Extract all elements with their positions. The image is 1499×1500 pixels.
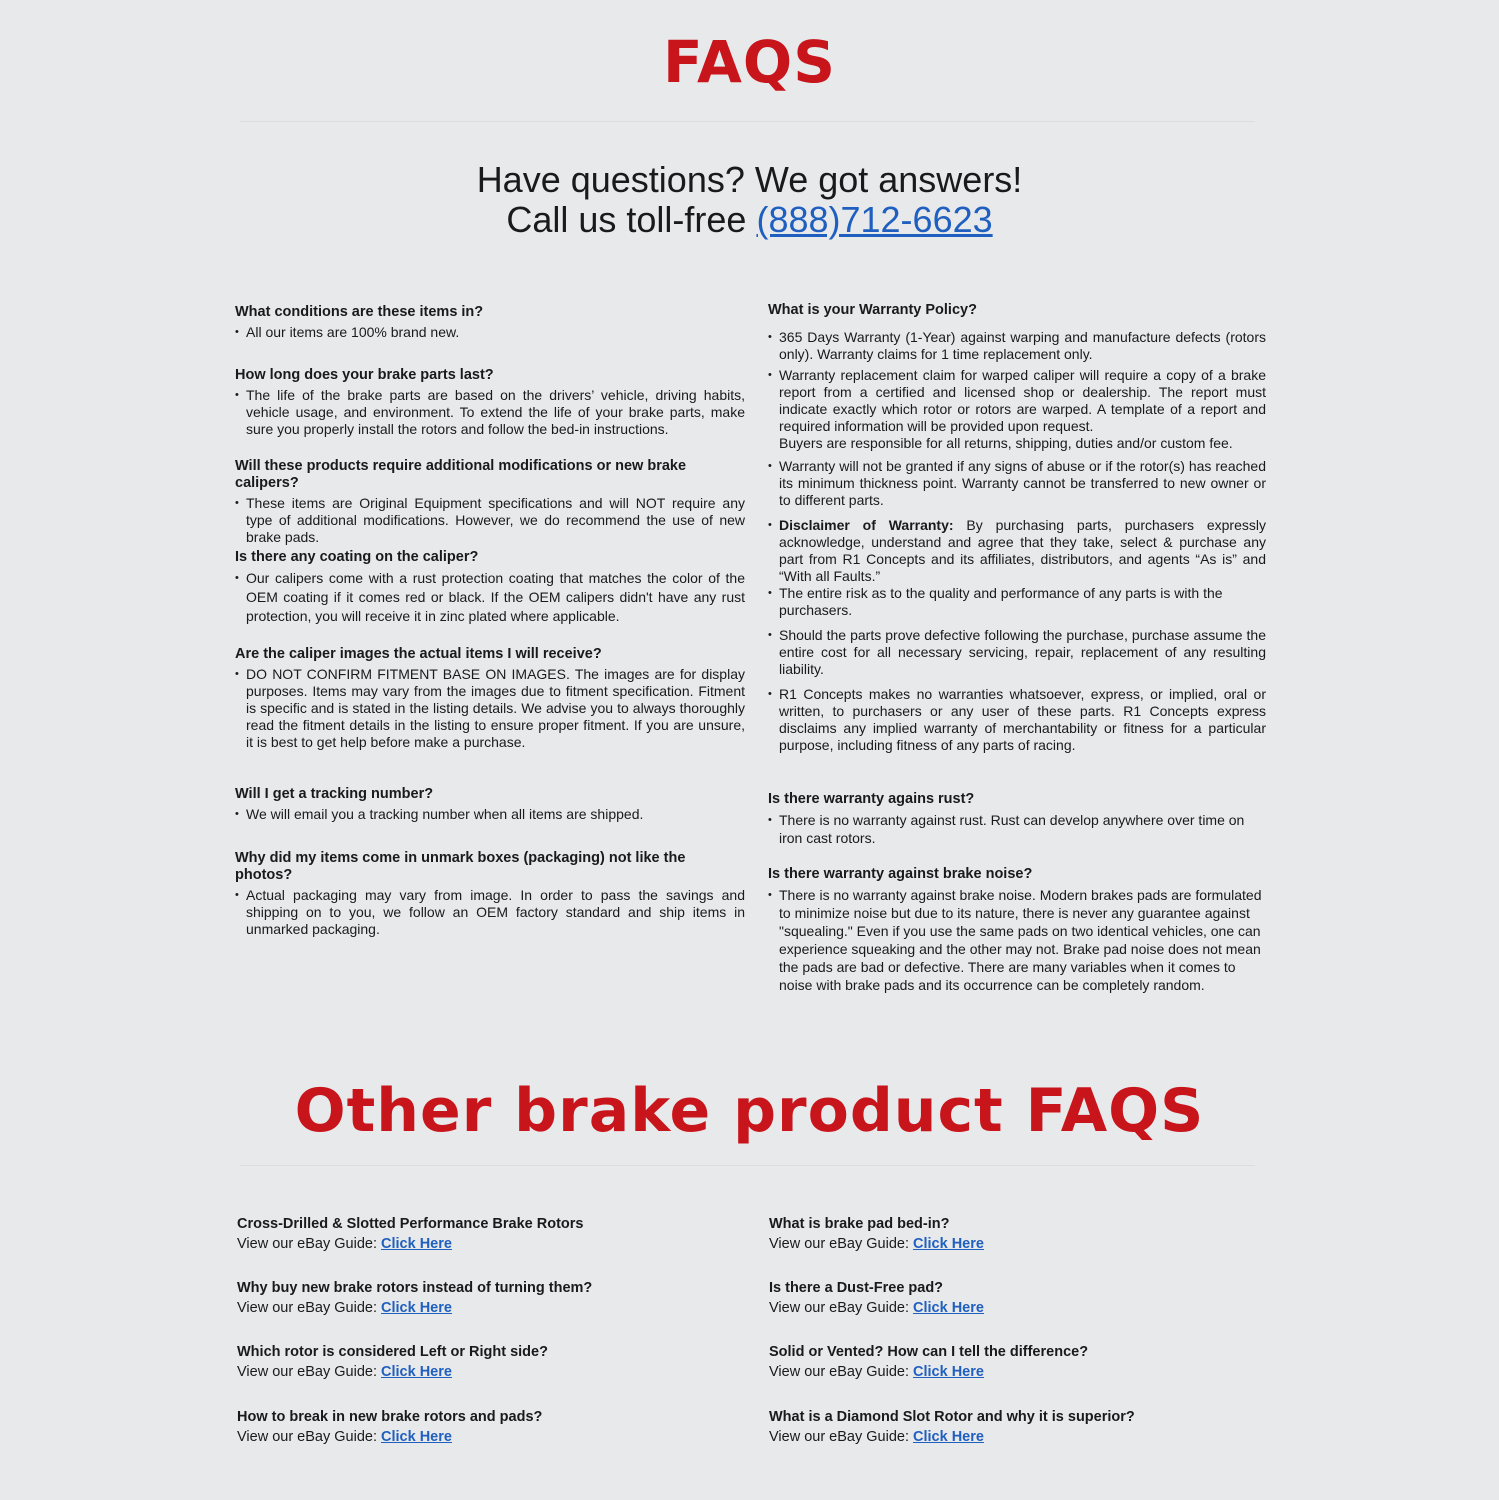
- warranty-disclaimer: [768, 517, 1266, 585]
- faq-item: [235, 850, 745, 942]
- divider: [240, 1165, 1255, 1166]
- guide-title: Which rotor is considered Left or Right side?: [237, 1344, 548, 1360]
- subtitle-line-1: Have questions? We got answers!: [476, 159, 1023, 200]
- guide-title: Solid or Vented? How can I tell the difference?: [769, 1344, 1089, 1360]
- warranty-note: Buyers are responsible for all returns, shipping, duties and/or custom fee.: [779, 435, 1233, 451]
- warranty-risk: • The entire risk as to the quality and performance of any parts is with the purchasers.: [768, 585, 1266, 619]
- faq-answer: • Our calipers come with a rust protection coating that matches the color of the OEM coating if it comes red or black. If the OEM calipers didn't have any rust protection, you will receive it in zinc plated where applicable.: [235, 569, 745, 626]
- warranty-defective: • Should the parts prove defective following the purchase, purchase assume the entire cost for all necessary servicing, repair, replacement of any resulting liability.: [768, 627, 1266, 678]
- faq-question: Will these products require additional modifications or new brake calipers?: [235, 458, 687, 491]
- guide-line: [237, 1427, 542, 1447]
- other-faqs-title: Other brake product FAQS: [294, 1076, 1205, 1146]
- guide-item: [237, 1278, 592, 1318]
- faq-answer: • There is no warranty against brake noise. Modern brakes pads are formulated to minimize noise but due to its nature, there is never any guarantee against "squealing." Even if you use the same pads on two identical vehicles, one can experience squeaking and the other may not. Brake pad noise does not mean the pads are bad or defective. There are many variables when it comes to noise with brake pads and its occurrence can be completely random.: [768, 886, 1266, 994]
- faq-item: [235, 458, 745, 550]
- subtitle-line-2: [0, 200, 1499, 240]
- guide-title: What is brake pad bed-in?: [769, 1216, 950, 1232]
- guide-line: [769, 1234, 984, 1254]
- disclaimer-text: By purchasing parts, purchasers expressly acknowledge, understand and agree that they take, select & purchase any part from R1 Concepts and its affiliates, distributors, and agents “As is” and “With all Faults.”: [779, 517, 1266, 584]
- guide-item: [769, 1214, 984, 1254]
- faq-question: How long does your brake parts last?: [235, 367, 494, 383]
- faq-item: [235, 549, 745, 630]
- faq-question: Is there any coating on the caliper?: [235, 549, 479, 565]
- guide-title: What is a Diamond Slot Rotor and why it is superior?: [769, 1409, 1135, 1425]
- faqs-title: FAQS: [663, 28, 836, 96]
- guide-prefix: View our eBay Guide:: [769, 1364, 914, 1380]
- click-here-link[interactable]: Click Here: [913, 1364, 984, 1380]
- click-here-link[interactable]: Click Here: [381, 1236, 452, 1252]
- faq-answer: • All our items are 100% brand new.: [235, 324, 745, 341]
- click-here-link[interactable]: Click Here: [381, 1364, 452, 1380]
- guide-prefix: View our eBay Guide:: [769, 1300, 914, 1316]
- faq-answer: • We will email you a tracking number when all items are shipped.: [235, 806, 745, 823]
- faq-subtitle: [0, 160, 1499, 240]
- guide-title: How to break in new brake rotors and pads?: [237, 1409, 543, 1425]
- faq-question: Why did my items come in unmark boxes (packaging) not like the photos?: [235, 850, 686, 883]
- click-here-link[interactable]: Click Here: [381, 1429, 452, 1445]
- guide-title: Why buy new brake rotors instead of turning them?: [237, 1280, 593, 1296]
- guide-line: [237, 1362, 548, 1382]
- faq-answer: • Actual packaging may vary from image. In order to pass the savings and shipping on to you, we follow an OEM factory standard and ship items in unmarked packaging.: [235, 887, 745, 938]
- guide-item: [237, 1407, 542, 1447]
- warranty-section: [768, 302, 1266, 758]
- guide-item: [237, 1214, 583, 1254]
- guide-prefix: View our eBay Guide:: [237, 1429, 382, 1445]
- click-here-link[interactable]: Click Here: [381, 1300, 452, 1316]
- guide-prefix: View our eBay Guide:: [237, 1236, 382, 1252]
- guide-prefix: View our eBay Guide:: [237, 1300, 382, 1316]
- faq-answer: • DO NOT CONFIRM FITMENT BASE ON IMAGES. The images are for display purposes. Items may vary from the images due to fitment specification. Fitment is specific and is stated in the listing details. We advise you to always thoroughly read the fitment details in the listing to ensure proper fitment. If you are unsure, it is best to get help before make a purchase.: [235, 666, 745, 751]
- warranty-no-warranty: • R1 Concepts makes no warranties whatsoever, express, or implied, oral or written, to purchasers or any user of these parts. R1 Concepts express disclaims any implied warranty of merchantability or fitness for a particular purpose, including fitness of any parts of racing.: [768, 686, 1266, 754]
- faq-question: Is there warranty agains rust?: [768, 791, 975, 807]
- guide-item: [237, 1342, 548, 1382]
- guide-line: [769, 1362, 1088, 1382]
- phone-link[interactable]: (888)712-6623: [756, 199, 993, 240]
- click-here-link[interactable]: Click Here: [913, 1300, 984, 1316]
- guide-prefix: View our eBay Guide:: [769, 1429, 914, 1445]
- guide-title: Is there a Dust-Free pad?: [769, 1280, 944, 1296]
- faq-question: Will I get a tracking number?: [235, 786, 434, 802]
- guide-line: [769, 1427, 1135, 1447]
- faq-question: What conditions are these items in?: [235, 304, 484, 320]
- guide-item: [769, 1407, 1135, 1447]
- guide-item: [769, 1278, 984, 1318]
- faq-item: [768, 866, 1266, 998]
- guide-item: [769, 1342, 1088, 1382]
- faq-question: Is there warranty against brake noise?: [768, 866, 1033, 882]
- divider: [240, 121, 1255, 122]
- disclaimer-label: Disclaimer of Warranty:: [779, 517, 954, 533]
- warranty-item: • Warranty replacement claim for warped caliper will require a copy of a brake report from a certified and licensed shop or dealership. The report must indicate exactly which rotor or rotors are warped. A template of a report and required information will be provided upon request.: [768, 367, 1266, 435]
- guide-line: [237, 1234, 583, 1254]
- click-here-link[interactable]: Click Here: [913, 1236, 984, 1252]
- faq-item: [235, 367, 745, 442]
- guide-line: [769, 1298, 984, 1318]
- faq-answer: • The life of the brake parts are based on the drivers’ vehicle, driving habits, vehicle usage, and environment. To extend the life of your brake parts, make sure you properly install the rotors and follow the bed-in instructions.: [235, 387, 745, 438]
- guide-title: Cross-Drilled & Slotted Performance Brake Rotors: [237, 1216, 584, 1232]
- guide-line: [237, 1298, 592, 1318]
- guide-prefix: View our eBay Guide:: [769, 1236, 914, 1252]
- faq-item: [768, 791, 1266, 851]
- warranty-item: • 365 Days Warranty (1-Year) against warping and manufacture defects (rotors only). Warranty claims for 1 time replacement only.: [768, 329, 1266, 363]
- faq-item: [235, 304, 745, 345]
- click-here-link[interactable]: Click Here: [913, 1429, 984, 1445]
- warranty-question: What is your Warranty Policy?: [768, 302, 977, 318]
- faq-answer: • These items are Original Equipment specifications and will NOT require any type of additional modifications. However, we do recommend the use of new brake pads.: [235, 495, 745, 546]
- faq-item: [235, 646, 745, 755]
- guide-prefix: View our eBay Guide:: [237, 1364, 382, 1380]
- faq-answer: • There is no warranty against rust. Rust can develop anywhere over time on iron cast rotors.: [768, 811, 1266, 847]
- warranty-item: • Warranty will not be granted if any signs of abuse or if the rotor(s) has reached its minimum thickness point. Warranty cannot be transferred to new owner or to different parts.: [768, 458, 1266, 509]
- subtitle-prefix: Call us toll-free: [506, 199, 757, 240]
- faq-item: [235, 786, 745, 827]
- faq-question: Are the caliper images the actual items I will receive?: [235, 646, 602, 662]
